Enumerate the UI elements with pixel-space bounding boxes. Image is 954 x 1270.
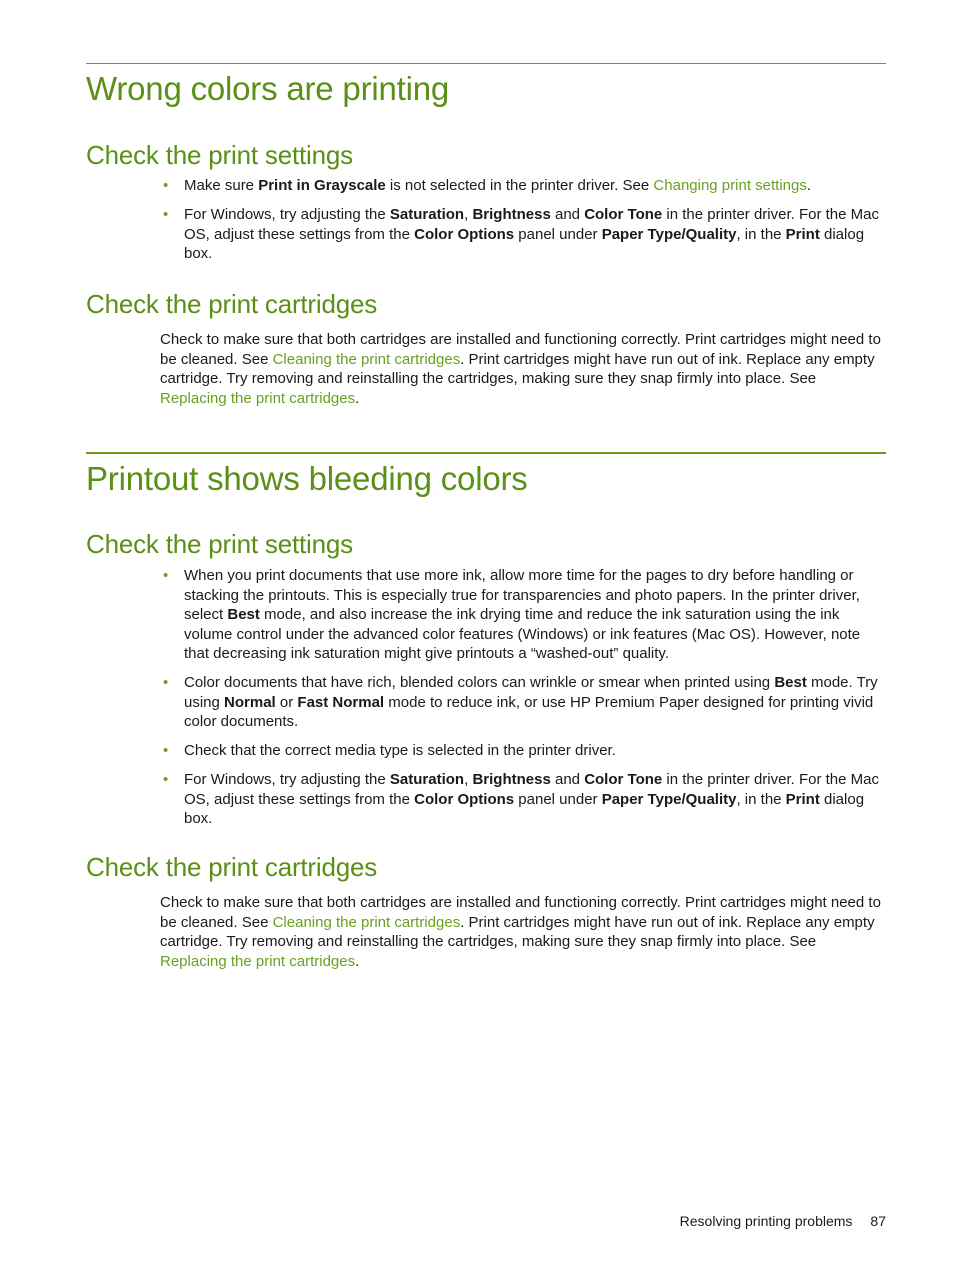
bold-term: Best — [227, 606, 260, 623]
bold-term: Color Options — [414, 790, 515, 808]
text: Check that the correct media type is selected in the printer driver. — [184, 742, 616, 759]
text: , — [464, 206, 473, 223]
text: . Print cartridges might have run out of ink. Replace any empty cartridge. Try removing and reinstalling the cartridges, making sure they snap firmly into place. See — [160, 350, 875, 387]
bullet-list — [160, 176, 886, 273]
text: . — [355, 389, 360, 407]
bold-term: Color Tone — [584, 206, 663, 223]
text: dialog box. — [184, 225, 865, 262]
section-title: Wrong colors are printing — [86, 70, 450, 107]
section-title: Printout shows bleeding colors — [86, 460, 528, 497]
paragraph — [160, 330, 886, 408]
text: Make sure — [184, 177, 259, 194]
bold-term: Saturation — [389, 206, 465, 223]
bold-term: Fast Normal — [297, 693, 385, 711]
text: For Windows, try adjusting the — [184, 206, 390, 223]
list-item — [160, 673, 886, 732]
page-footer — [680, 1213, 886, 1229]
text: . — [806, 177, 812, 194]
bold-term: Brightness — [472, 206, 551, 223]
bold-term: Brightness — [472, 771, 551, 788]
bold-term: Paper Type/Quality — [601, 790, 737, 808]
bold-term: Best — [774, 674, 807, 691]
bold-term: Saturation — [389, 771, 465, 788]
text: in the printer driver. For the Mac OS, adjust these settings from the — [184, 206, 879, 243]
bullet-icon: • — [163, 674, 169, 691]
subsection-heading: Check the print cartridges — [86, 852, 378, 882]
paragraph — [160, 893, 886, 971]
section-rule — [86, 452, 886, 454]
text: Check to make sure that both cartridges are installed and functioning correctly. Print cartridges might need to be cleaned. See — [160, 331, 881, 368]
bold-term: Print in Grayscale — [258, 177, 386, 194]
text: Check to make sure that both cartridges are installed and functioning correctly. Print cartridges might need to be cleaned. See — [160, 894, 881, 931]
link-changing-print-settings[interactable]: Changing print settings — [653, 177, 807, 194]
text: . Print cartridges might have run out of ink. Replace any empty cartridge. Try removing and reinstalling the cartridges, making sure they snap firmly into place. See — [160, 913, 875, 950]
footer-label: Resolving printing problems — [679, 1213, 853, 1229]
text: . — [355, 952, 360, 970]
link-replacing-print-cartridges[interactable]: Replacing the print cartridges — [160, 389, 356, 407]
bold-term: Color Tone — [584, 771, 663, 788]
text: and — [550, 771, 585, 788]
subsection-heading: Check the print settings — [86, 140, 353, 170]
text: mode. Try using — [184, 674, 878, 711]
text: , in the — [736, 790, 786, 808]
section-rule — [86, 63, 886, 64]
text: dialog box. — [184, 790, 865, 827]
bullet-list — [160, 566, 886, 838]
text: is not selected in the printer driver. See — [385, 177, 654, 194]
bullet-icon: • — [163, 567, 169, 584]
list-item — [160, 205, 886, 264]
text: or — [275, 693, 298, 711]
list-item — [160, 770, 886, 829]
subsection-heading: Check the print settings — [86, 529, 353, 559]
text: When you print documents that use more ink, allow more time for the pages to dry before handling or stacking the printouts. This is especially true for transparencies and photo papers. In the printer driver, select — [184, 567, 860, 623]
text: , — [464, 771, 473, 788]
link-cleaning-print-cartridges[interactable]: Cleaning the print cartridges — [272, 913, 461, 931]
bold-term: Paper Type/Quality — [601, 225, 737, 243]
text: , in the — [736, 225, 786, 243]
list-item — [160, 176, 886, 196]
bold-term: Color Options — [414, 225, 515, 243]
text: panel under — [514, 225, 602, 243]
bold-term: Normal — [224, 693, 276, 711]
bullet-icon: • — [163, 177, 169, 194]
bullet-icon: • — [163, 742, 169, 759]
link-replacing-print-cartridges[interactable]: Replacing the print cartridges — [160, 952, 356, 970]
text: mode, and also increase the ink drying time and reduce the ink saturation using the ink volume control under the advanced color features (Windows) or ink features (Mac OS). However, note that decreasing ink saturation might give printouts a “washed-out” quality. — [184, 606, 861, 662]
link-cleaning-print-cartridges[interactable]: Cleaning the print cartridges — [272, 350, 461, 368]
list-item — [160, 741, 886, 761]
text: panel under — [514, 790, 602, 808]
page-number: 87 — [870, 1213, 886, 1229]
bullet-icon: • — [163, 206, 169, 223]
bullet-icon: • — [163, 771, 169, 788]
text: Color documents that have rich, blended colors can wrinkle or smear when printed using — [184, 674, 775, 691]
list-item — [160, 566, 886, 664]
bold-term: Print — [785, 225, 820, 243]
subsection-heading: Check the print cartridges — [86, 289, 378, 319]
text: in the printer driver. For the Mac OS, adjust these settings from the — [184, 771, 879, 808]
bold-term: Print — [785, 790, 820, 808]
text: and — [550, 206, 585, 223]
text: mode to reduce ink, or use HP Premium Paper designed for printing vivid color documents. — [184, 693, 874, 730]
text: For Windows, try adjusting the — [184, 771, 390, 788]
